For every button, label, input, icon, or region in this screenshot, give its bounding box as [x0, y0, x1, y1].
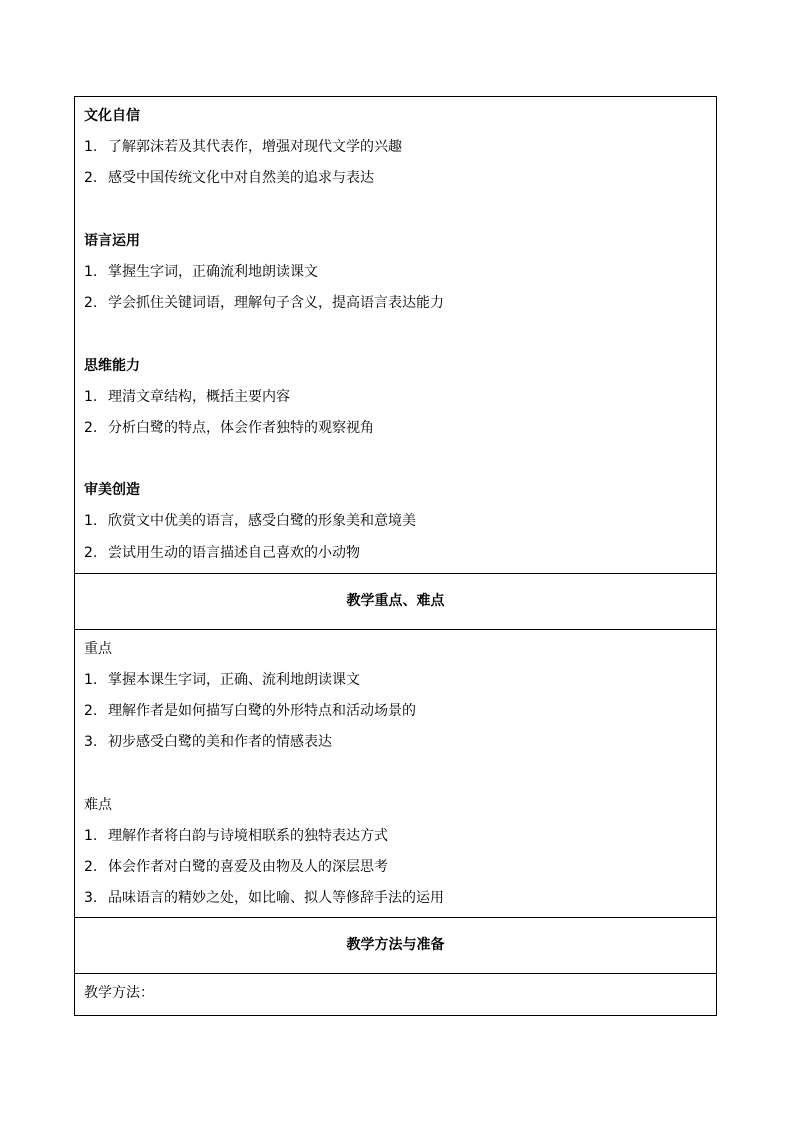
group-heading: 重点 [84, 640, 112, 657]
item-text: 理清文章结构，概括主要内容 [108, 388, 290, 405]
list-item [84, 821, 707, 852]
item-number: 3. [84, 890, 98, 907]
item-text: 品味语言的精妙之处，如比喻、拟人等修辞手法的运用 [108, 890, 444, 907]
item-number: 1. [84, 263, 98, 280]
item-number: 2. [84, 295, 98, 312]
item-number: 1. [84, 672, 98, 688]
list-item [84, 132, 707, 163]
item-text: 掌握生字词，正确流利地朗读课文 [108, 263, 318, 280]
item-text: 掌握本课生字词，正确、流利地朗读课文 [108, 672, 360, 688]
objectives-cell [75, 97, 716, 573]
list-item [84, 163, 707, 194]
spacer [84, 444, 707, 475]
item-number: 2. [84, 859, 98, 876]
item-number: 2. [84, 544, 98, 561]
list-item [84, 538, 707, 569]
item-number: 2. [84, 170, 98, 187]
item-text: 分析白鹭的特点，体会作者独特的观察视角 [108, 419, 374, 436]
item-text: 感受中国传统文化中对自然美的追求与表达 [108, 170, 374, 187]
list-item [84, 506, 707, 537]
methods-header: 教学方法与准备 [75, 917, 716, 973]
item-text: 体会作者对白鹭的喜爱及由物及人的深层思考 [108, 859, 388, 876]
item-number: 1. [84, 513, 98, 530]
item-number: 1. [84, 827, 98, 844]
group-heading: 语言运用 [84, 232, 140, 249]
key-points-header: 教学重点、难点 [75, 573, 716, 629]
list-item [84, 257, 707, 288]
list-item [84, 665, 707, 696]
key-points-cell [75, 629, 716, 917]
list-item [84, 413, 707, 444]
spacer [84, 759, 707, 790]
list-item [84, 288, 707, 319]
group-heading: 审美创造 [84, 482, 140, 499]
item-number: 1. [84, 388, 98, 405]
methods-cell [75, 973, 716, 1015]
item-number: 3. [84, 734, 98, 751]
item-text: 学会抓住关键词语，理解句子含义，提高语言表达能力 [108, 295, 444, 312]
list-item [84, 727, 707, 758]
item-text: 尝试用生动的语言描述自己喜欢的小动物 [108, 544, 360, 561]
item-text: 了解郭沫若及其代表作，增强对现代文学的兴趣 [108, 139, 402, 156]
group-heading: 难点 [84, 796, 112, 813]
lesson-plan-table [74, 96, 717, 1016]
list-item [84, 382, 707, 413]
spacer [84, 319, 707, 350]
group-heading: 思维能力 [84, 357, 140, 374]
list-item [84, 883, 707, 914]
list-item [84, 696, 707, 727]
item-text: 欣赏文中优美的语言，感受白鹭的形象美和意境美 [108, 513, 416, 530]
item-text: 理解作者将白韵与诗境相联系的独特表达方式 [108, 827, 388, 844]
item-number: 2. [84, 703, 98, 720]
spacer [84, 195, 707, 226]
item-number: 2. [84, 419, 98, 436]
methods-label: 教学方法： [84, 984, 154, 1001]
list-item [84, 852, 707, 883]
item-text: 初步感受白鹭的美和作者的情感表达 [108, 734, 332, 751]
group-heading: 文化自信 [84, 108, 140, 124]
item-number: 1. [84, 139, 98, 156]
item-text: 理解作者是如何描写白鹭的外形特点和活动场景的 [108, 703, 416, 720]
